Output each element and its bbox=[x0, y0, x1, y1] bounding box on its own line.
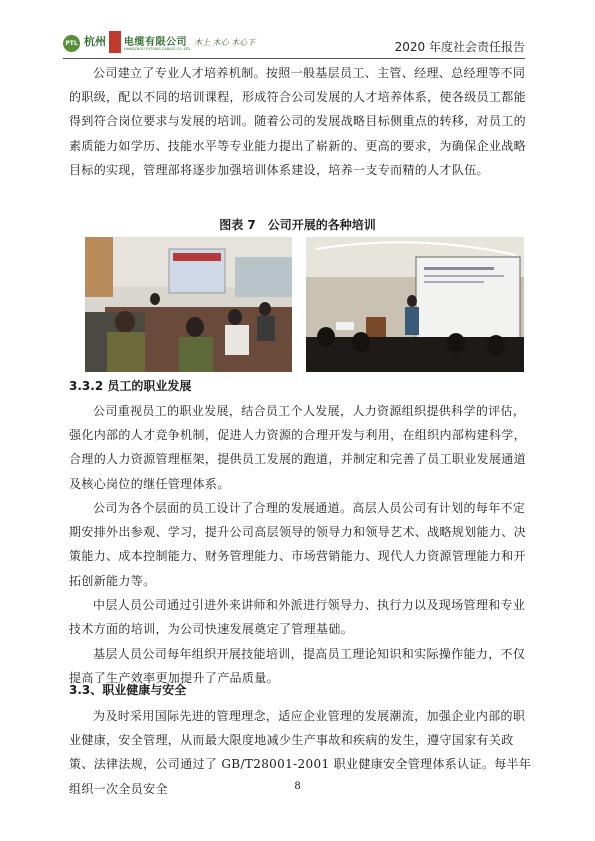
header-divider bbox=[63, 58, 525, 59]
company-slogan: 木上 木心 木心下 bbox=[194, 38, 256, 47]
report-title: 2020 年度社会责任报告 bbox=[394, 40, 525, 54]
company-logo-icon: PTL bbox=[63, 35, 80, 52]
company-name-part2: 电缆有限公司 bbox=[124, 37, 187, 48]
career-paragraph-3: 中层人员公司通过引进外来讲师和外派进行领导力、执行力以及现场管理和专业技术方面的培训，为公司快速发展奠定了管理基础。 bbox=[69, 598, 526, 637]
seal-icon bbox=[109, 31, 121, 53]
figure-caption: 图表 7 公司开展的各种培训 bbox=[219, 218, 376, 232]
company-name-part1: 杭州 bbox=[84, 35, 106, 48]
training-photo-lecture-image bbox=[306, 237, 524, 372]
health-safety-paragraph: 为及时采用国际先进的管理理念，适应企业管理的发展潮流，加强企业内部的职业健康，安全管理，从而最大限度地减少生产事故和疾病的发生，遵守国家有关政策、法律法规，公司通过了 GB/T28001-2001 职业健康安全管理体系认证。每半年组织一次全员安全 bbox=[69, 709, 532, 796]
section-heading-3-3: 3.3、职业健康与安全 bbox=[69, 683, 187, 697]
section-heading-3-3-2: 3.3.2 员工的职业发展 bbox=[69, 379, 192, 393]
training-photo-lecture bbox=[306, 237, 524, 372]
career-paragraph-4: 基层人员公司每年组织开展技能培训，提高员工理论知识和实际操作能力，不仅提高了生产效率更加提升了产品质量。 bbox=[69, 647, 526, 686]
training-photo-classroom-image bbox=[85, 237, 292, 372]
company-name-en: HANGZHOU FUTONG CABLES CO.,LTD bbox=[124, 47, 191, 51]
training-photo-classroom bbox=[85, 237, 292, 372]
page-number: 8 bbox=[294, 781, 301, 792]
page-header bbox=[63, 30, 525, 58]
career-paragraph-1: 公司重视员工的职业发展，结合员工个人发展，人力资源组织提供科学的评估，强化内部的人才竞争机制，促进人力资源的合理开发与利用，在组织内部构建科学，合理的人力资源管理框架，提供员工发展的跑道，并制定和完善了员工职业发展通道及核心岗位的继任管理体系。 bbox=[69, 404, 526, 491]
career-paragraph-2: 公司为各个层面的员工设计了合理的发展通道。高层人员公司有计划的每年不定期安排外出参观、学习，提升公司高层领导的领导力和领导艺术、战略规划能力、决策能力、成本控制能力、财务管理能力、市场营销能力、现代人力资源管理能力和开拓创新能力等。 bbox=[69, 501, 526, 588]
intro-paragraph: 公司建立了专业人才培养机制。按照一般基层员工、主管、经理、总经理等不同的职级，配以不同的培训课程，形成符合公司发展的人才培养体系，使各级员工都能得到符合岗位要求与发展的培训。随着公司的发展战略目标侧重点的转移，对员工的素质能力如学历、技能水平等专业能力提出了崭新的、更高的要求，为确保企业战略目标的实现，管理部将逐步加强培训体系建设，培养一支专而精的人才队伍。 bbox=[69, 66, 526, 177]
